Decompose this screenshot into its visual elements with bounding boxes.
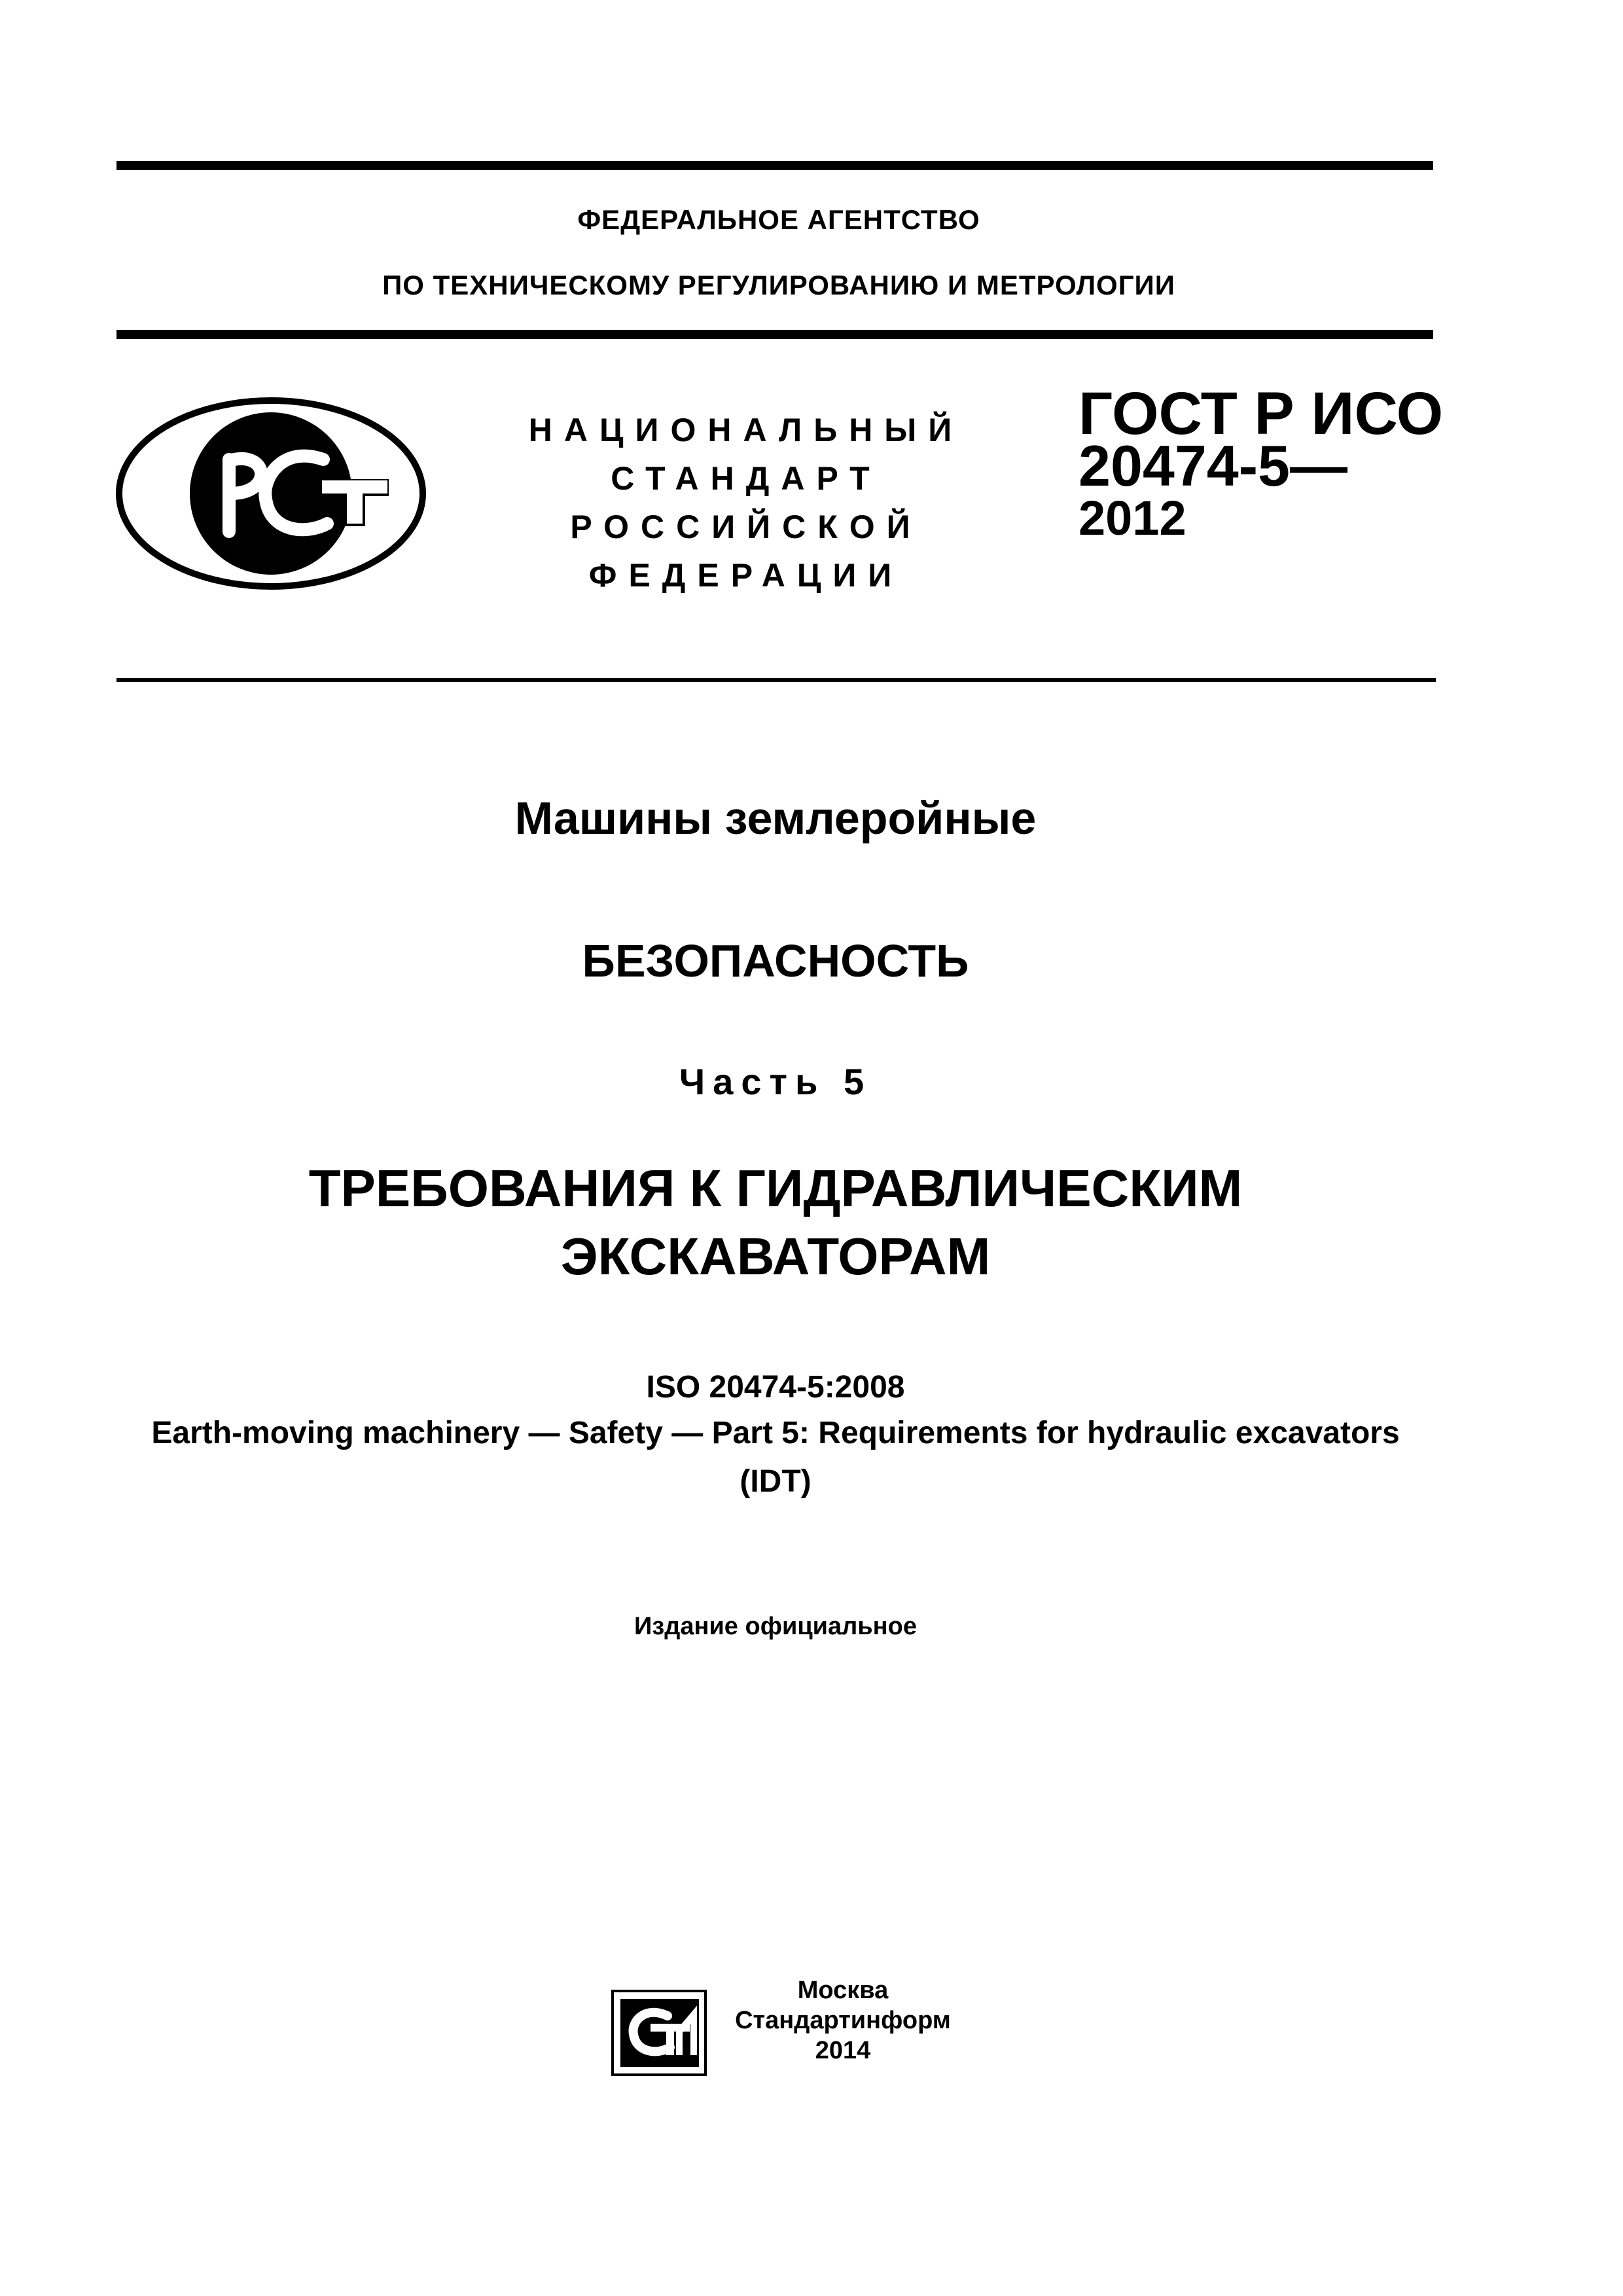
national-standard-line1: НАЦИОНАЛЬНЫЙ bbox=[528, 412, 964, 448]
part-number: Часть 5 bbox=[679, 1061, 872, 1102]
part-title-line2: ЭКСКАВАТОРАМ bbox=[560, 1227, 991, 1285]
iso-code: ISO 20474-5:2008 bbox=[646, 1370, 905, 1405]
national-standard-line2: СТАНДАРТ bbox=[611, 460, 882, 497]
designation-line2: 20474-5— bbox=[1079, 433, 1347, 498]
publication-year: 2014 bbox=[815, 2037, 871, 2064]
designation-line3: 2012 bbox=[1079, 491, 1186, 545]
standard-designation bbox=[1079, 380, 1444, 545]
rst-mark-icon bbox=[114, 395, 428, 592]
iso-english-title: Earth-moving machinery — Safety — Part 5: Requirements for hydraulic excavators bbox=[151, 1416, 1400, 1450]
edition-note: Издание официальное bbox=[634, 1613, 917, 1640]
publisher-name: Стандартинформ bbox=[735, 2007, 951, 2034]
iso-equivalence-degree: (IDT) bbox=[740, 1464, 812, 1499]
top-rule bbox=[116, 161, 1433, 170]
standartinform-logo-icon bbox=[611, 1990, 707, 2076]
main-title: БЕЗОПАСНОСТЬ bbox=[582, 935, 969, 986]
national-standard-line3: РОССИЙСКОЙ bbox=[570, 509, 922, 545]
publisher-imprint bbox=[732, 1975, 954, 2066]
agency-name-line1: ФЕДЕРАЛЬНОЕ АГЕНТСТВО bbox=[577, 204, 980, 235]
subject-title: Машины землеройные bbox=[514, 793, 1037, 844]
national-standard-line4: ФЕДЕРАЦИИ bbox=[588, 557, 904, 594]
agency-rule bbox=[116, 330, 1433, 339]
header-rule bbox=[116, 678, 1436, 682]
designation-line1: ГОСТ Р ИСО bbox=[1079, 380, 1444, 447]
agency-name-line2: ПО ТЕХНИЧЕСКОМУ РЕГУЛИРОВАНИЮ И МЕТРОЛОГИИ bbox=[382, 270, 1175, 300]
publisher-city: Москва bbox=[797, 1977, 889, 2004]
part-title-line1: ТРЕБОВАНИЯ К ГИДРАВЛИЧЕСКИМ bbox=[308, 1159, 1243, 1217]
